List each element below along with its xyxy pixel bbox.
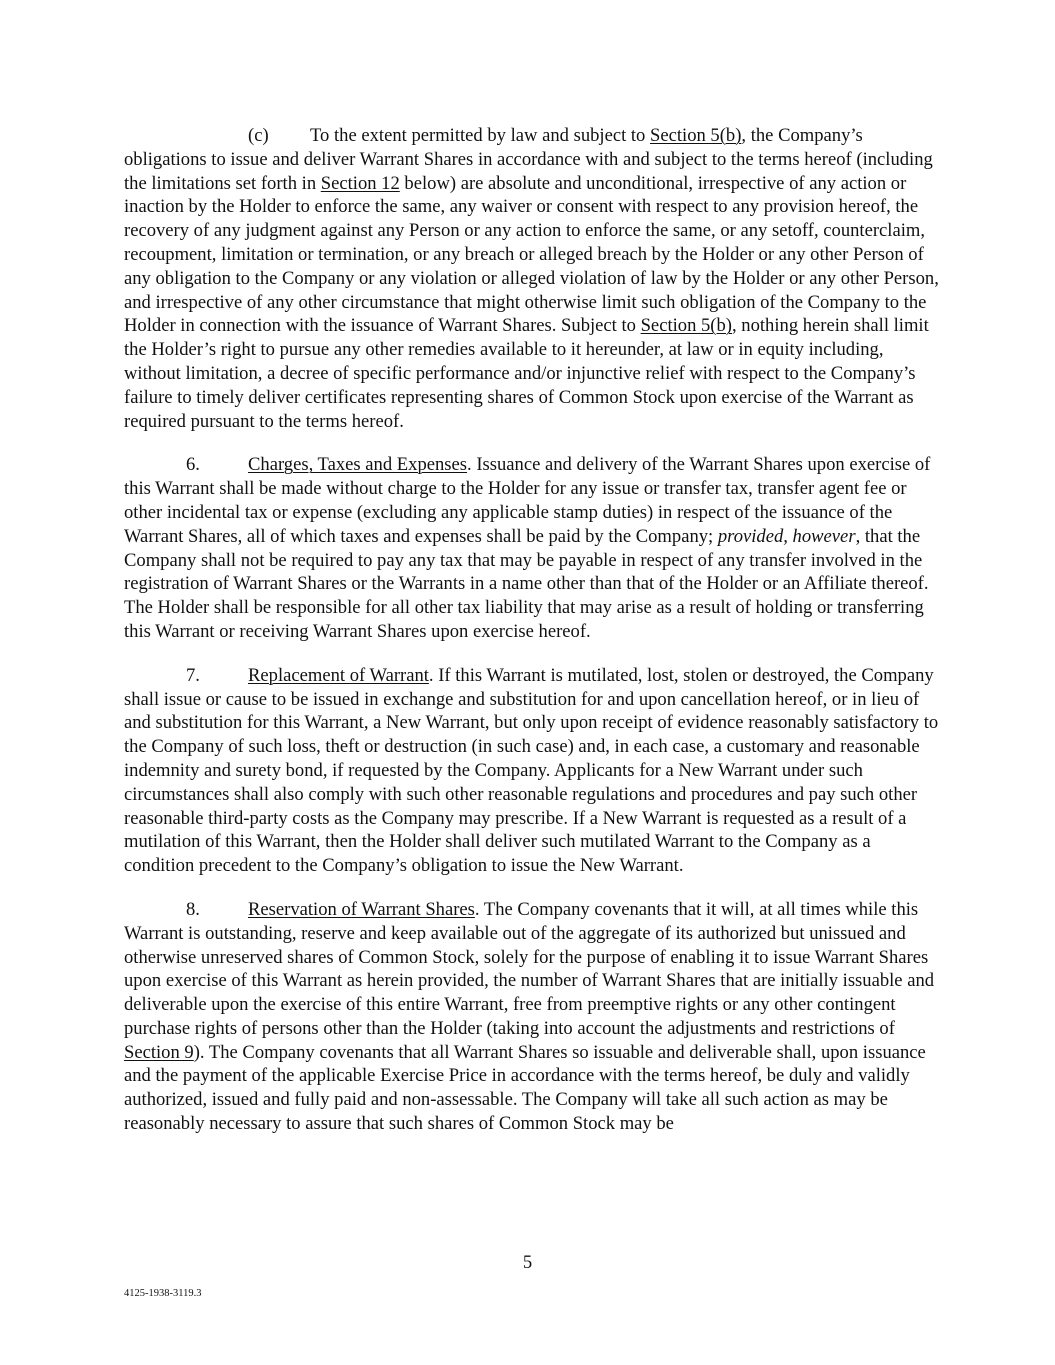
- section-reference: Section 9: [124, 1041, 194, 1063]
- section-heading: Replacement of Warrant: [248, 664, 429, 686]
- section-text: . Issuance and delivery of the Warrant Shares upon exercise of this Warrant shall be made without charge to the Holder for any issue or transfer tax, transfer agent fee or other incidental tax or expense (excluding any applicable stamp duties) in respect of the issuance of the Warrant Shares, all of which taxes and expenses shall be paid by the Company;: [124, 454, 931, 547]
- paragraph-text: , the Company’s obligations to issue and deliver Warrant Shares in accordance with and subject to the terms hereof (including the limitations set forth in: [124, 125, 933, 194]
- paragraph-text: below) are absolute and unconditional, irrespective of any action or inaction by the Holder to enforce the same, any waiver or consent with respect to any provision hereof, the recovery of any judgment against any Person or any action to enforce the same, or any setoff, counterclaim, recoupment, limitation or termination, or any breach or alleged breach by the Holder or any other Person of any obligation to the Company or any violation or alleged violation of law by the Holder or any other Person, and irrespective of any other circumstance that might otherwise limit such obligation of the Company to the Holder in connection with the issuance of Warrant Shares. Subject to: [124, 172, 939, 337]
- section-reference: Section 12: [320, 172, 400, 194]
- section-text: . If this Warrant is mutilated, lost, stolen or destroyed, the Company shall issue or cause to be issued in exchange and substitution for and upon cancellation hereof, or in lieu of and substitution for this Warrant, a New Warrant, but only upon receipt of evidence reasonably satisfactory to the Company of such loss, theft or destruction (in such case) and, in each case, a customary and reasonable indemnity and surety bond, if requested by the Company. Applicants for a New Warrant under such circumstances shall also comply with such other reasonable regulations and procedures and pay such other reasonable third-party costs as the Company may prescribe. If a New Warrant is requested as a result of a mutilation of this Warrant, then the Holder shall deliver such mutilated Warrant to the Company as a condition precedent to the Company’s obligation to issue the New Warrant.: [124, 664, 939, 877]
- document-id: 4125-1938-3119.3: [124, 1288, 202, 1299]
- paragraph-text: To the extent permitted by law and subject to: [310, 125, 651, 146]
- section-number: 7.: [186, 664, 200, 686]
- section-8: [124, 898, 944, 1136]
- paragraph-label: (c): [248, 125, 269, 146]
- page-number: 5: [522, 1252, 533, 1273]
- section-reference: Section 5(b): [650, 125, 742, 146]
- paragraph-c: [124, 124, 944, 433]
- section-7: [124, 664, 944, 878]
- section-6: [124, 453, 944, 643]
- section-text: . The Company covenants that it will, at all times while this Warrant is outstanding, reserve and keep available out of the aggregate of its authorized but unissued and otherwise unreserved shares of Common Stock, solely for the purpose of enabling it to issue Warrant Shares upon exercise of this Warrant as herein provided, the number of Warrant Shares that are initially issuable and deliverable upon the exercise of this entire Warrant, free from preemptive rights or any other contingent purchase rights of persons other than the Holder (taking into account the adjustments and restrictions of: [124, 898, 935, 1039]
- section-reference: Section 5(b): [640, 315, 732, 337]
- section-heading: Reservation of Warrant Shares: [248, 898, 475, 920]
- section-italic-text: provided, however: [717, 525, 856, 547]
- section-text: , that the Company shall not be required to pay any tax that may be payable in respect of any transfer involved in the registration of Warrant Shares or the Warrants in a name other than that of the Holder or an Affiliate thereof. The Holder shall be responsible for all other tax liability that may arise as a result of holding or transferring this Warrant or receiving Warrant Shares upon exercise hereof.: [124, 525, 929, 642]
- section-number: 8.: [186, 898, 200, 920]
- document-page: [124, 124, 944, 1156]
- section-number: 6.: [186, 454, 200, 476]
- section-text: ). The Company covenants that all Warrant Shares so issuable and deliverable shall, upon issuance and the payment of the applicable Exercise Price in accordance with the terms hereof, be duly and validly authorized, issued and fully paid and non-assessable. The Company will take all such action as may be reasonably necessary to assure that such shares of Common Stock may be: [124, 1041, 926, 1135]
- section-heading: Charges, Taxes and Expenses: [248, 454, 468, 476]
- paragraph-text: , nothing herein shall limit the Holder’s right to pursue any other remedies available to it hereunder, at law or in equity including, without limitation, a decree of specific performance and/or injunctive relief with respect to the Company’s failure to timely deliver certificates representing shares of Common Stock upon exercise of the Warrant as required pursuant to the terms hereof.: [124, 315, 929, 432]
